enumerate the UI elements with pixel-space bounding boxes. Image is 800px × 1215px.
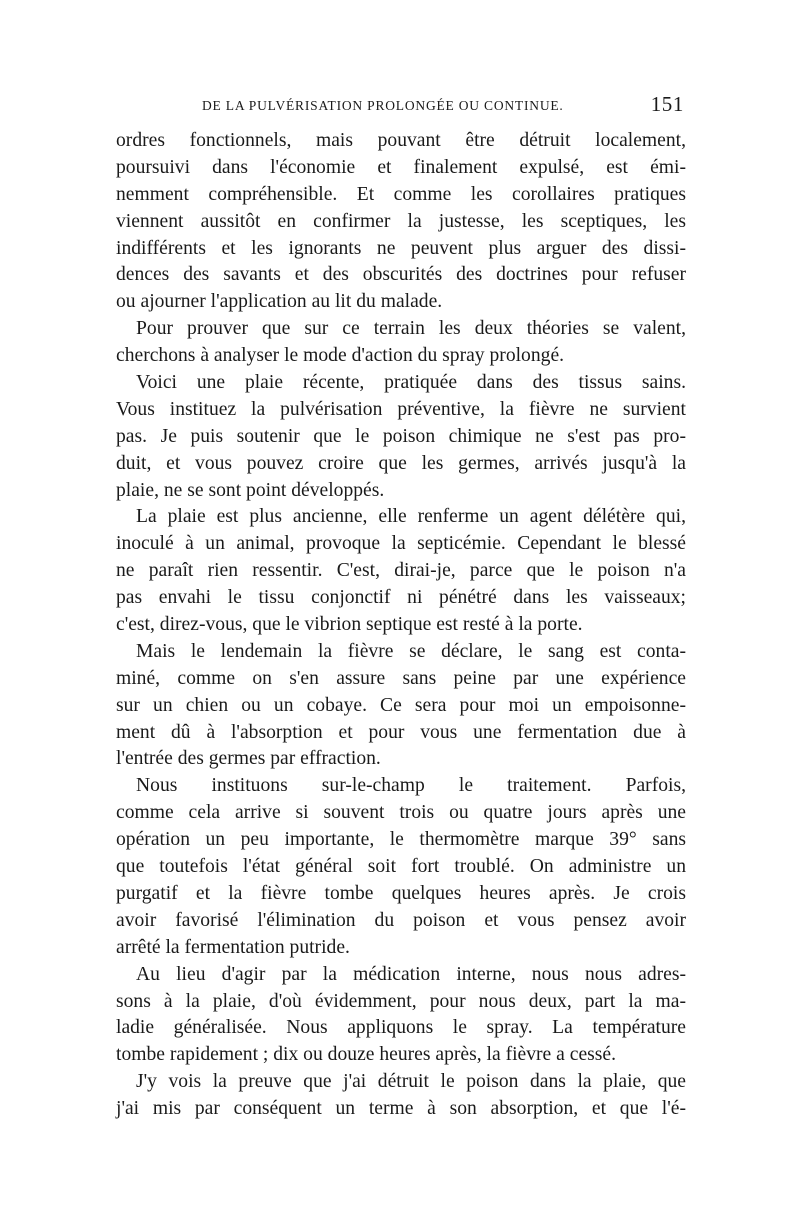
text-line: indifférents et les ignorants ne peuvent plus arguer des dissi- [116, 237, 686, 259]
paragraph [116, 962, 686, 1070]
text-line: ment dû à l'absorption et pour vous une fermentation due à [116, 721, 686, 743]
text-line: purgatif et la fièvre tombe quelques heures après. Je crois [116, 882, 686, 904]
text-line: J'y vois la preuve que j'ai détruit le poison dans la plaie, que [136, 1071, 686, 1093]
text-line: ordres fonctionnels, mais pouvant être détruit localement, [116, 130, 686, 151]
paragraph [116, 773, 686, 961]
page-number: 151 [650, 92, 684, 116]
text-line: Mais le lendemain la fièvre se déclare, le sang est conta- [136, 640, 686, 662]
paragraph [116, 128, 686, 316]
text-line: pas envahi le tissu conjonctif ni pénétré dans les vaisseaux; [116, 587, 686, 609]
paragraph [116, 639, 686, 773]
text-line: cherchons à analyser le mode d'action du spray prolongé. [116, 345, 565, 367]
text-line: ne paraît rien ressentir. C'est, dirai-je, parce que le poison n'a [116, 560, 686, 582]
book-page [116, 88, 686, 1123]
text-line: avoir favorisé l'élimination du poison et vous pensez avoir [116, 909, 686, 931]
text-line: plaie, ne se sont point développés. [116, 479, 385, 501]
text-line: ladie généralisée. Nous appliquons le spray. La température [116, 1017, 686, 1039]
paragraph [116, 316, 686, 370]
text-line: opération un peu importante, le thermomètre marque 39° sans [116, 829, 686, 851]
paragraph [116, 370, 686, 504]
text-line: viennent aussitôt en confirmer la justesse, les sceptiques, les [116, 210, 686, 232]
text-line: j'ai mis par conséquent un terme à son absorption, et que l'é- [116, 1098, 686, 1120]
text-line: poursuivi dans l'économie et finalement expulsé, est émi- [116, 156, 686, 178]
text-line: sons à la plaie, d'où évidemment, pour nous deux, part la ma- [116, 990, 686, 1012]
text-line: ou ajourner l'application au lit du malade. [116, 291, 443, 313]
text-line: l'entrée des germes par effraction. [116, 748, 381, 770]
text-line: Au lieu d'agir par la médication interne, nous nous adres- [136, 963, 686, 985]
text-line: inoculé à un animal, provoque la septicémie. Cependant le blessé [116, 533, 686, 555]
text-line: miné, comme on s'en assure sans peine par une expérience [116, 667, 686, 689]
text-line: La plaie est plus ancienne, elle renferme un agent délétère qui, [136, 506, 686, 528]
text-line: c'est, direz-vous, que le vibrion septique est resté à la porte. [116, 614, 583, 636]
text-line: sur un chien ou un cobaye. Ce sera pour moi un empoisonne- [116, 694, 686, 716]
text-line: pas. Je puis soutenir que le poison chimique ne s'est pas pro- [116, 425, 686, 447]
body-text [116, 128, 686, 1123]
running-head [116, 88, 686, 118]
running-title: DE LA PULVÉRISATION PROLONGÉE OU CONTINUE. [202, 98, 564, 113]
text-line: Voici une plaie récente, pratiquée dans des tissus sains. [136, 372, 686, 394]
text-line: arrêté la fermentation putride. [116, 936, 350, 958]
text-line: nemment compréhensible. Et comme les corollaires pratiques [116, 183, 686, 205]
paragraph [116, 1069, 686, 1123]
text-line: duit, et vous pouvez croire que les germes, arrivés jusqu'à la [116, 452, 686, 474]
paragraph [116, 504, 686, 638]
text-line: que toutefois l'état général soit fort troublé. On administre un [116, 856, 686, 878]
text-line: Vous instituez la pulvérisation préventive, la fièvre ne survient [116, 398, 686, 420]
text-line: Pour prouver que sur ce terrain les deux théories se valent, [136, 318, 686, 340]
text-line: dences des savants et des obscurités des doctrines pour refuser [116, 264, 686, 286]
text-line: comme cela arrive si souvent trois ou quatre jours après une [116, 802, 686, 824]
text-line: tombe rapidement ; dix ou douze heures après, la fièvre a cessé. [116, 1044, 616, 1066]
text-line: Nous instituons sur-le-champ le traitement. Parfois, [136, 775, 686, 797]
